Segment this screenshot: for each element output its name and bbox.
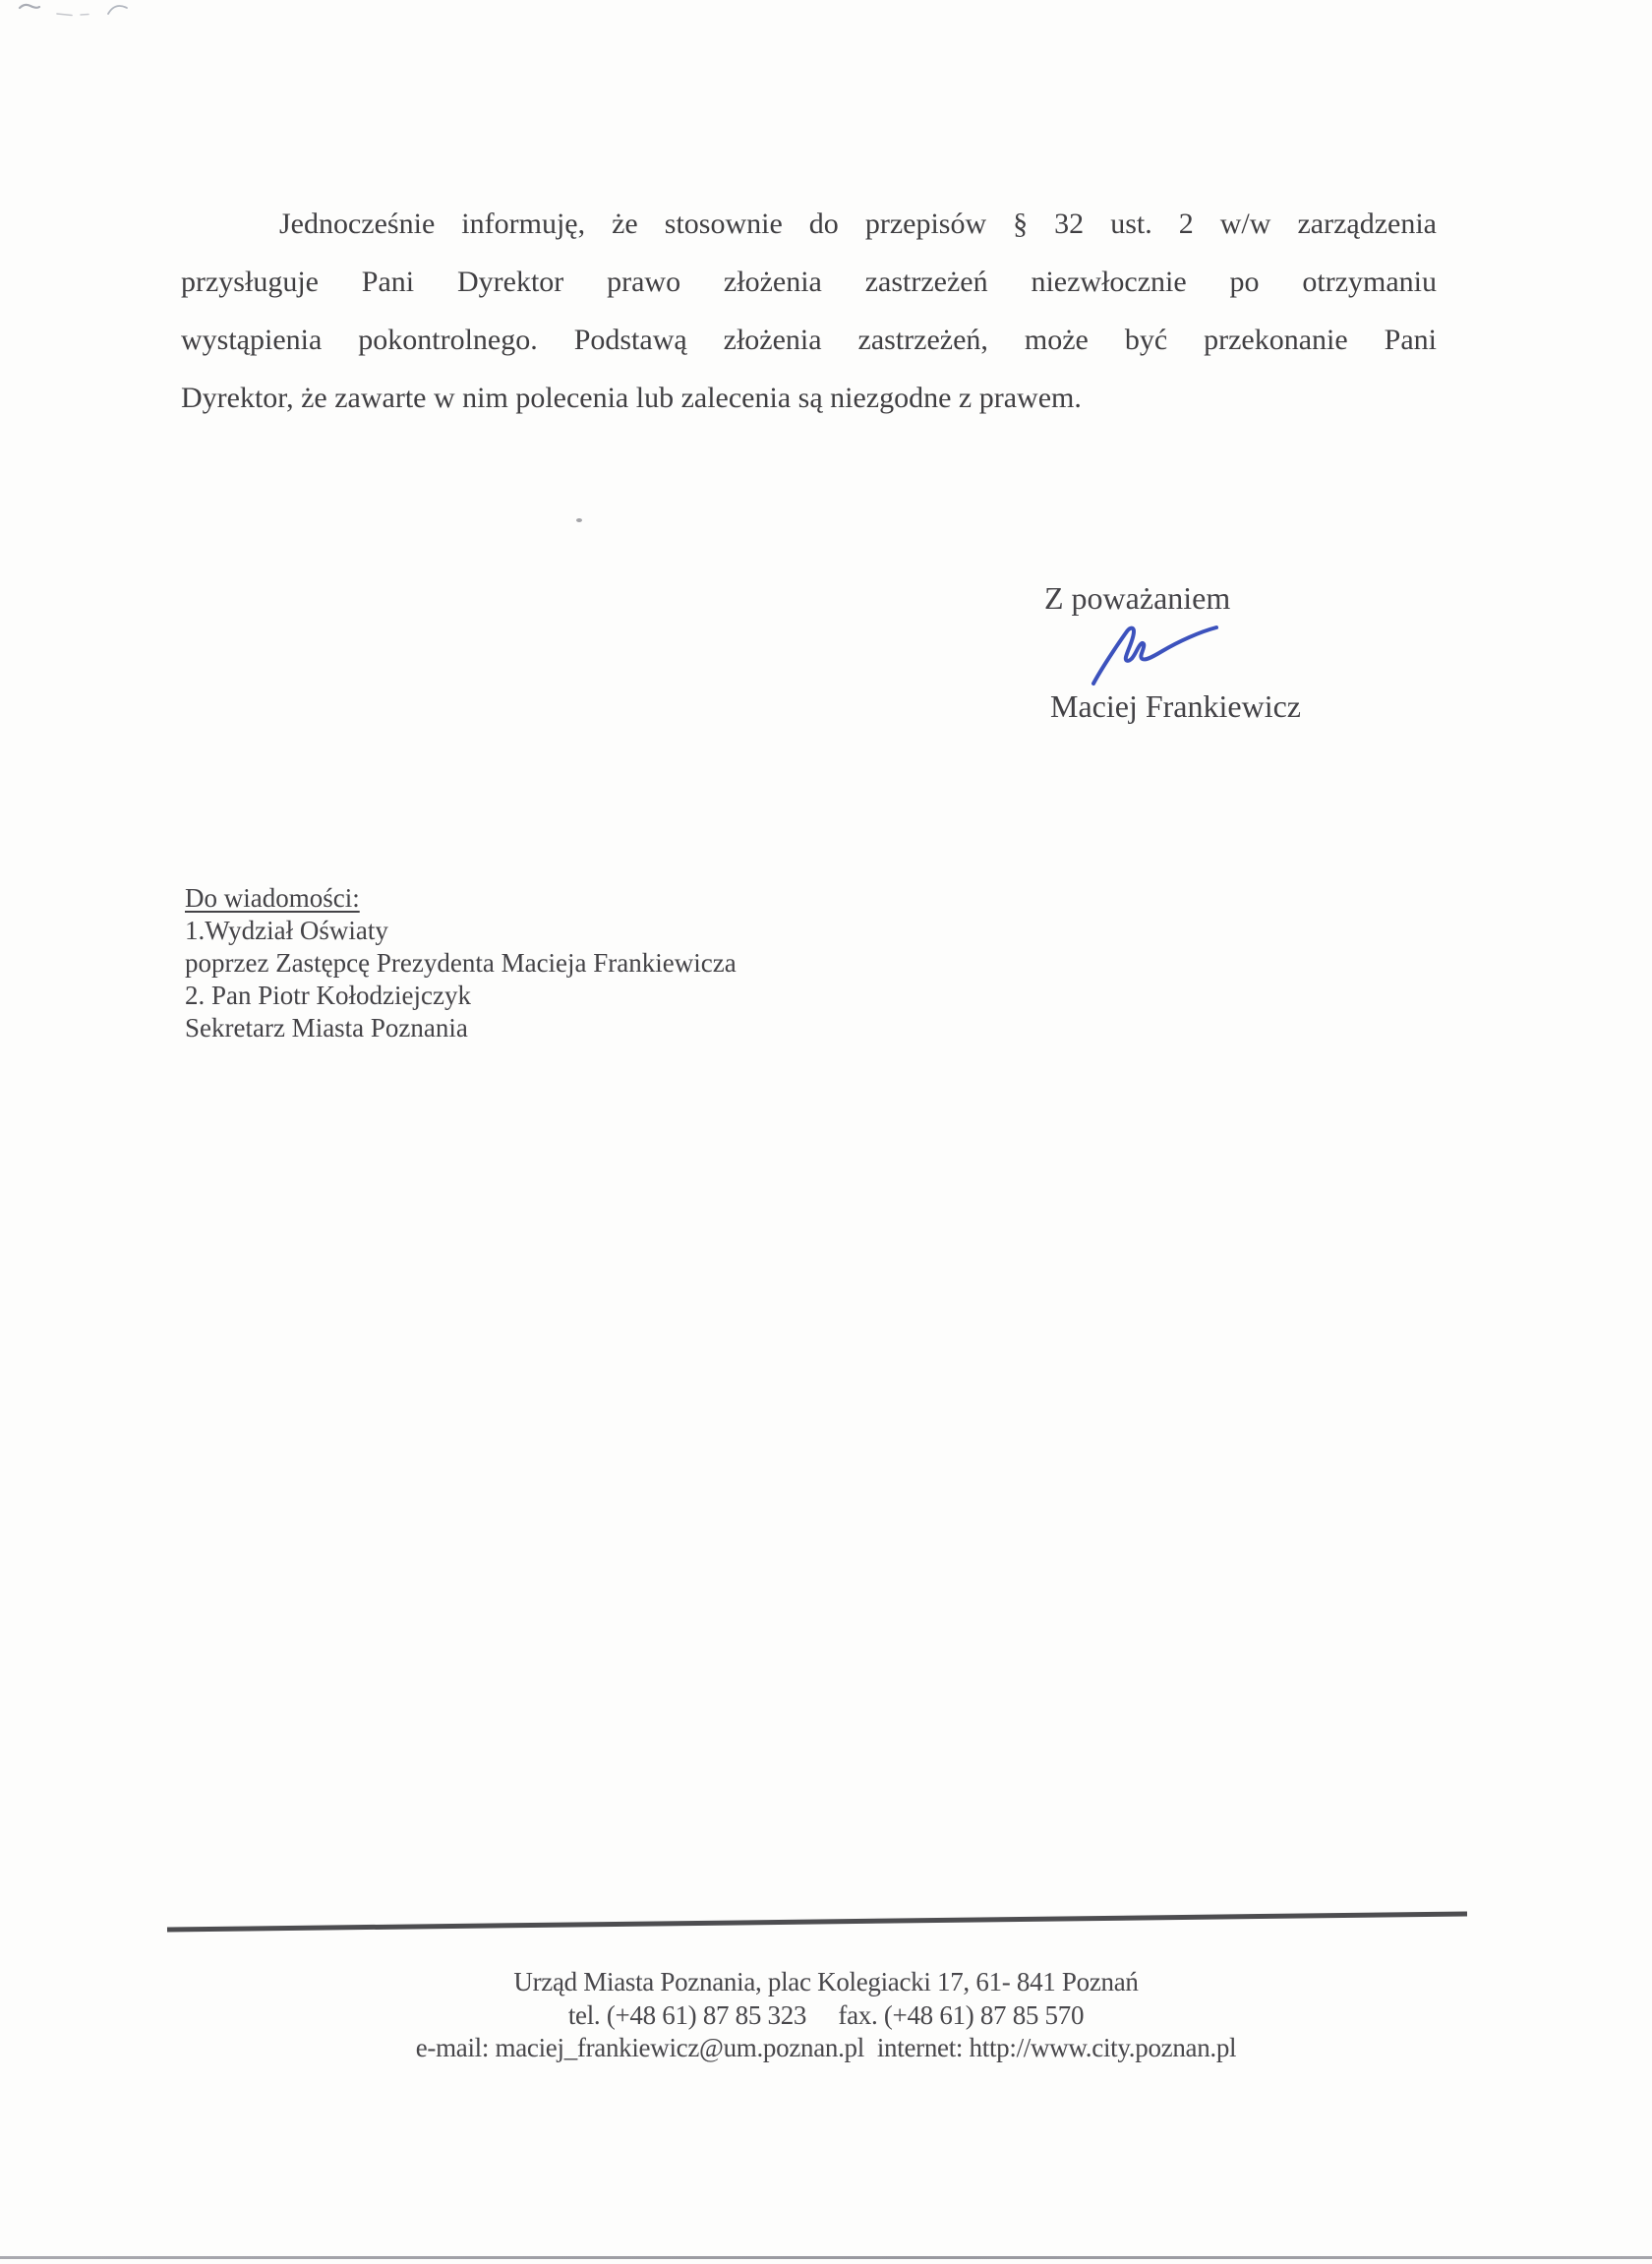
cc-item-3: 2. Pan Piotr Kołodziejczyk [185, 981, 471, 1010]
cc-item-1: 1.Wydział Oświaty [185, 916, 388, 945]
cc-heading: Do wiadomości: [185, 883, 360, 913]
paragraph-line-2: przysługuje Pani Dyrektor prawo złożenia zastrzeżeń niezwłocznie po otrzymaniu [181, 266, 1437, 298]
paragraph-line-3: wystąpienia pokontrolnego. Podstawą złożenia zastrzeżeń, może być przekonanie Pani [181, 324, 1437, 356]
cc-item-4: Sekretarz Miasta Poznania [185, 1013, 468, 1043]
signee-name: Maciej Frankiewicz [1050, 688, 1301, 724]
scan-bottom-edge [0, 2256, 1652, 2259]
body-paragraph [181, 195, 1437, 427]
closing-salutation: Z poważaniem [1044, 580, 1231, 616]
cc-block [185, 882, 737, 1044]
paragraph-line-4: Dyrektor, że zawarte w nim polecenia lub zalecenia są niezgodne z prawem. [181, 382, 1082, 414]
handwritten-signature [1086, 618, 1223, 686]
footer-text-block [0, 1966, 1652, 2065]
footer-rule [0, 1906, 1652, 1937]
footer-phone-fax: tel. (+48 61) 87 85 323 fax. (+48 61) 87 85 570 [567, 1999, 1085, 2030]
footer-address: Urząd Miasta Poznania, plac Kolegiacki 17, 61- 841 Poznań [513, 1967, 1139, 1996]
scan-speck [576, 518, 582, 522]
paragraph-line-1: Jednocześnie informuję, że stosownie do przepisów § 32 ust. 2 w/w zarządzenia [279, 208, 1437, 240]
scan-artifact-marks [14, 0, 142, 26]
cc-item-2: poprzez Zastępcę Prezydenta Macieja Frankiewicza [185, 948, 737, 978]
footer-email-internet: e-mail: maciej_frankiewicz@um.poznan.pl internet: http://www.city.poznan.pl [415, 2033, 1237, 2062]
